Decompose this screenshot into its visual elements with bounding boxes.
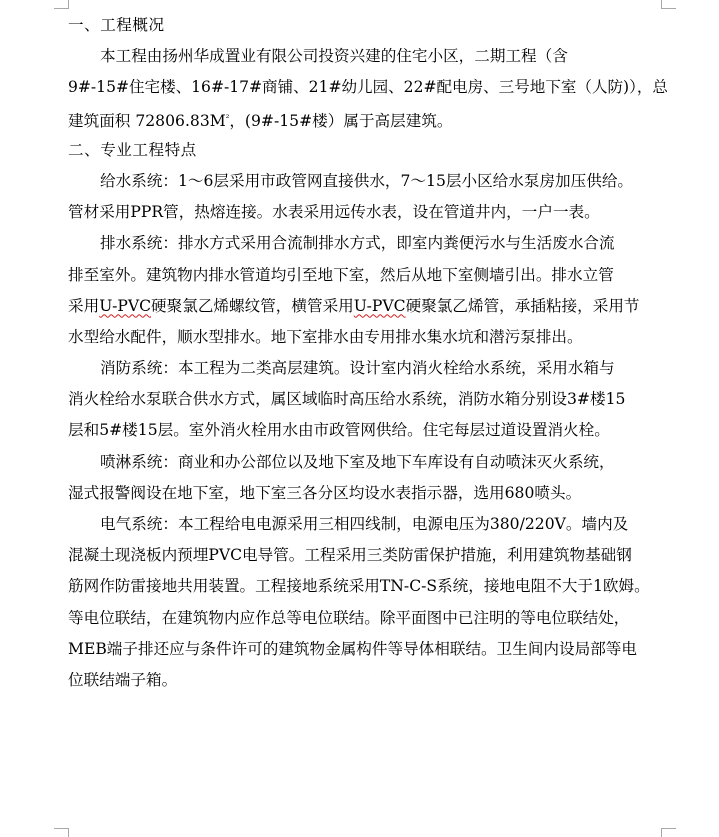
overview-area-suffix: ，(9#-15#楼）属于高层建筑。 xyxy=(229,111,453,130)
elec-line-1: 电气系统：本工程给电电源采用三相四线制，电源电压为380/220V。墙内及 xyxy=(100,515,629,533)
elec-line-6: 位联结端子箱。 xyxy=(68,670,178,689)
drain-line-3 xyxy=(68,291,668,322)
spellcheck-upvc-2: U-PVC xyxy=(353,296,406,315)
crop-mark-bottom-left xyxy=(54,828,69,837)
spellcheck-upvc-1: U-PVC xyxy=(99,296,152,315)
spray-line-1: 喷淋系统：商业和办公部位以及地下室及地下车库设有自动喷沫灭火系统， xyxy=(100,452,615,471)
square-superscript: ² xyxy=(225,113,230,124)
overview-line-1: 本工程由扬州华成置业有限公司投资兴建的住宅小区，二期工程（含 xyxy=(100,47,568,66)
water-line-1: 给水系统：1～6层采用市政管网直接供水，7～15层小区给水泵房加压供给。 xyxy=(100,171,634,190)
elec-line-5: MEB端子排还应与条件许可的建筑物金属构件等导体相联结。卫生间内设局部等电 xyxy=(68,639,637,658)
drain-line-2: 排至室外。建筑物内排水管道均引至地下室，然后从地下室侧墙引出。排水立管 xyxy=(68,265,614,284)
overview-area-text: 建筑面积 72806.83M xyxy=(68,111,226,130)
drain-text-c: 硬聚氯乙烯管，承插粘接，采用节 xyxy=(405,296,640,315)
fire-line-3: 层和5#楼15层。室外消火栓用水由市政管网供给。住宅每层过道设置消火栓。 xyxy=(68,421,610,440)
section-heading-overview: 一、工程概况 xyxy=(68,16,165,34)
crop-mark-top-left xyxy=(54,0,69,9)
drain-text-a: 采用 xyxy=(68,296,100,315)
section-heading-features: 二、专业工程特点 xyxy=(68,140,197,159)
drain-line-4: 水型给水配件，顺水型排水。地下室排水由专用排水集水坑和潜污泵排出。 xyxy=(68,327,583,346)
fire-line-1: 消防系统：本工程为二类高层建筑。设计室内消火栓给水系统，采用水箱与 xyxy=(100,359,615,378)
overview-line-3 xyxy=(68,104,668,135)
spray-line-2: 湿式报警阀设在地下室，地下室三各分区均设水表指示器，选用680喷头。 xyxy=(68,483,582,502)
water-line-2: 管材采用PPR管，热熔连接。水表采用远传水表，设在管道井内，一户一表。 xyxy=(68,203,600,222)
elec-line-4: 等电位联结，在建筑物内应作总等电位联结。除平面图中已注明的等电位联结处， xyxy=(68,608,630,627)
elec-line-3: 筋网作防雷接地共用装置。工程接地系统采用TN-C-S系统，接地电阻不大于1欧姆。 xyxy=(68,577,650,596)
drain-text-b: 硬聚氯乙烯螺纹管，横管采用 xyxy=(151,296,354,315)
drain-line-1: 排水系统：排水方式采用合流制排水方式，即室内粪便污水与生活废水合流 xyxy=(100,234,615,253)
crop-mark-bottom-right xyxy=(661,828,676,837)
fire-line-2: 消火栓给水泵联合供水方式，属区域临时高压给水系统，消防水箱分别设3#楼15 xyxy=(68,390,626,409)
elec-line-2: 混凝土现浇板内预埋PVC电导管。工程采用三类防雷保护措施，利用建筑物基础钢 xyxy=(68,546,632,565)
document-body xyxy=(68,10,668,696)
overview-line-2: 9#-15#住宅楼、16#-17#商铺、21#幼儿园、22#配电房、三号地下室（人防)），总 xyxy=(68,78,668,97)
crop-mark-top-right xyxy=(661,0,676,9)
